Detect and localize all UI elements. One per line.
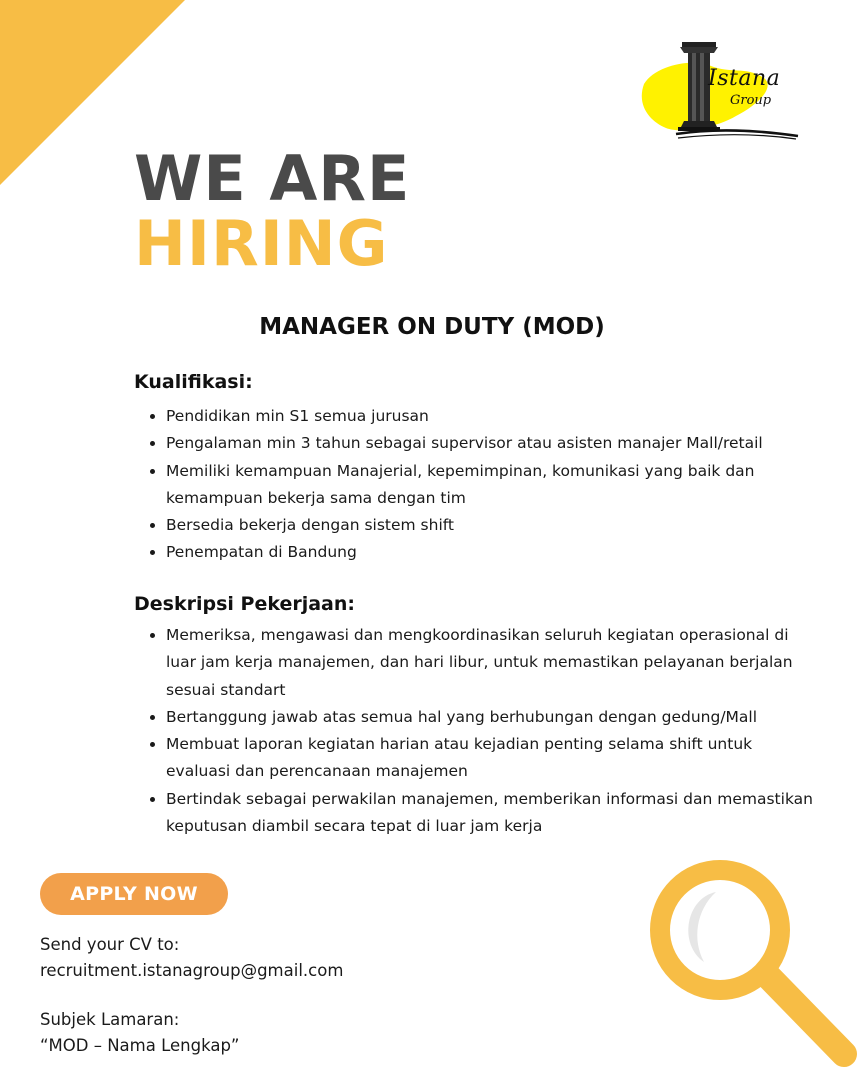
- magnifier-icon: [648, 858, 858, 1070]
- list-item: • Memeriksa, mengawasi dan mengkoordinasikan seluruh kegiatan operasional di luar jam kerja manajemen, dan hari libur, untuk memastikan pelayanan berjalan sesuai standart: [166, 622, 816, 704]
- list-item: • Bertindak sebagai perwakilan manajemen, memberikan informasi dan memastikan keputusan diambil secara tepat di luar jam kerja: [166, 786, 816, 841]
- subject-value: “MOD – Nama Lengkap”: [40, 1036, 240, 1055]
- headline-line1: WE ARE: [134, 142, 411, 215]
- list-item: • Memiliki kemampuan Manajerial, kepemimpinan, komunikasi yang baik dan kemampuan bekerja sama dengan tim: [166, 458, 816, 513]
- subject-label: Subjek Lamaran:: [40, 1010, 180, 1029]
- qualifications-list: [145, 403, 816, 567]
- job-description-list: [145, 622, 816, 840]
- list-item: • Penempatan di Bandung: [166, 539, 816, 566]
- job-title: MANAGER ON DUTY (MOD): [259, 314, 605, 340]
- brand-name: Istana: [708, 66, 781, 91]
- list-item: • Bersedia bekerja dengan sistem shift: [166, 512, 816, 539]
- pillar-logo-icon: [636, 36, 806, 146]
- send-cv-label: Send your CV to:: [40, 935, 180, 954]
- list-item: • Bertanggung jawab atas semua hal yang berhubungan dengan gedung/Mall: [166, 704, 816, 731]
- job-description-title: Deskripsi Pekerjaan:: [134, 593, 355, 615]
- list-item: • Membuat laporan kegiatan harian atau kejadian penting selama shift untuk evaluasi dan perencanaan manajemen: [166, 731, 816, 786]
- list-item: • Pendidikan min S1 semua jurusan: [166, 403, 816, 430]
- apply-now-button[interactable]: APPLY NOW: [40, 873, 228, 915]
- qualifications-title: Kualifikasi:: [134, 371, 253, 393]
- brand-subname: Group: [730, 93, 772, 108]
- headline-line2: HIRING: [134, 207, 389, 280]
- email-address[interactable]: recruitment.istanagroup@gmail.com: [40, 961, 344, 980]
- list-item: • Pengalaman min 3 tahun sebagai supervisor atau asisten manajer Mall/retail: [166, 430, 816, 457]
